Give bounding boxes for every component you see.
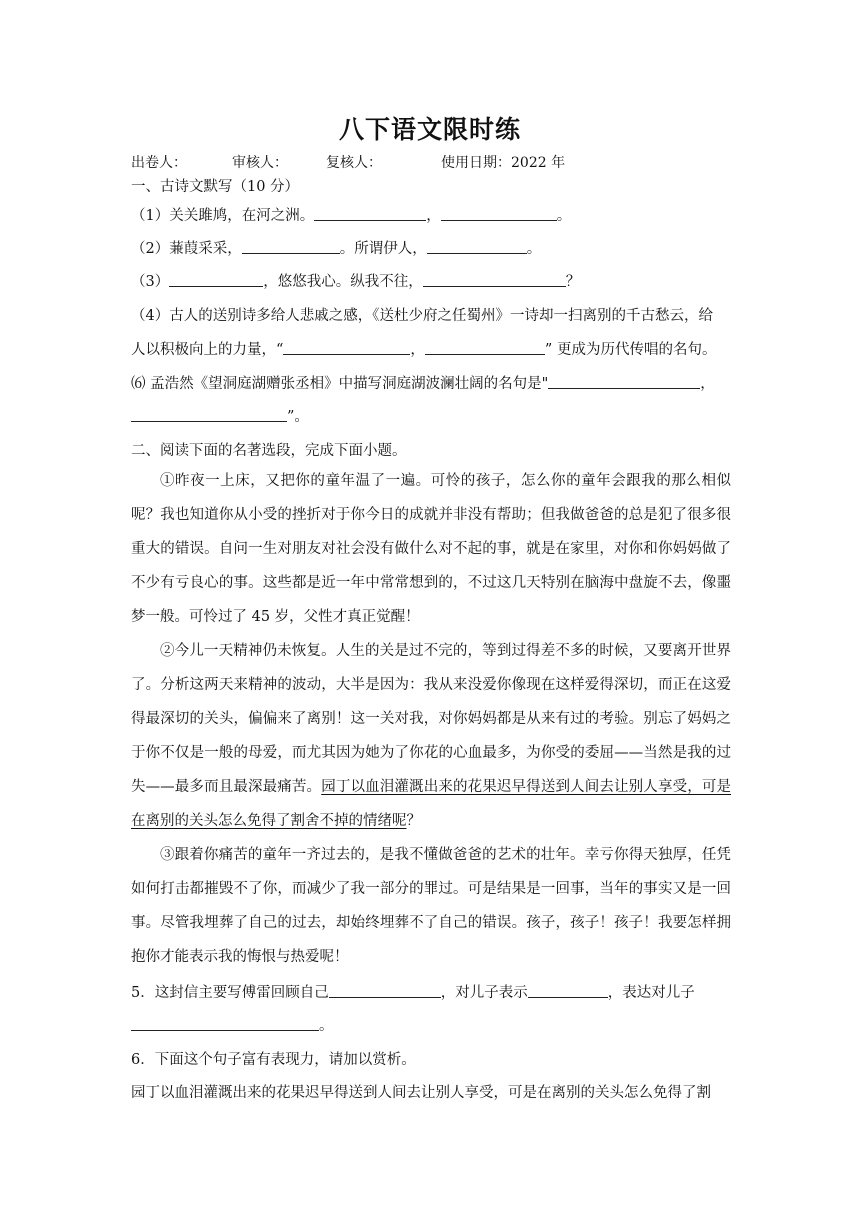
question-text: 人以积极向上的力量，“ <box>131 342 284 358</box>
answer-blank[interactable] <box>314 206 426 221</box>
question-text: ，对儿子表示 <box>440 985 528 1001</box>
question-3 <box>131 270 580 291</box>
answer-blank[interactable] <box>131 407 287 422</box>
section1-heading: 一、古诗文默写（10 分） <box>131 179 300 195</box>
meta-author: 出卷人： <box>131 155 187 171</box>
answer-blank[interactable] <box>131 1016 319 1031</box>
question-6-prompt: 6．下面这个句子富有表现力，请加以赏析。 <box>131 1052 416 1068</box>
question-text: 。所谓伊人， <box>339 241 427 257</box>
page-title: 八下语文限时练 <box>338 115 521 144</box>
passage-paragraph-3: ③跟着你痛苦的童年一齐过去的，是我不懂做爸爸的艺术的壮年。幸亏你得天独厚，任凭如何打击都摧毁不了你，而减少了我一部分的罪过。可是结果是一回事，当年的事实又是一回事。尽管我埋葬了自己的过去，却始终埋葬不了自己的错误。孩子，孩子！孩子！我要怎样拥抱你才能表示我的悔恨与热爱呢！ <box>131 847 731 965</box>
question-text: （3） <box>131 274 170 290</box>
punctuation: 。 <box>319 1018 334 1034</box>
punctuation: ， <box>410 342 425 358</box>
question-6-line2 <box>131 405 309 426</box>
punctuation: ？ <box>406 813 421 829</box>
question-2 <box>131 237 541 258</box>
answer-blank[interactable] <box>169 272 263 287</box>
question-text: ，悠悠我心。纵我不往， <box>263 274 423 290</box>
paragraph-text: ②今儿一天精神仍未恢复。人生的关是过不完的，等到过得差不多的时候，又要离开世界了。分析这两天来精神的波动，大半是因为：我从来没爱你像现在这样爱得深切，而正在这爱得最深切的关头，偏偏来了离别！这一关对我，对你妈妈都是从来有过的考验。别忘了妈妈之于你不仅是一般的母爱，而尤其因为她为了你花的心血最多，为你受的委屈——当然是我的过失——最多而且最深最痛苦。 <box>131 643 731 795</box>
answer-blank[interactable] <box>528 983 608 998</box>
punctuation: ， <box>426 208 441 224</box>
question-5-line1 <box>131 981 695 1002</box>
answer-blank[interactable] <box>425 340 545 355</box>
passage-paragraph-1: ①昨夜一上床，又把你的童年温了一遍。可怜的孩子，怎么你的童年会跟我的那么相似呢？我也知道你从小受的挫折对于你今日的成就并非没有帮助；但我做爸爸的总是犯了很多很重大的错误。自问一生对朋友对社会没有做什么对不起的事，就是在家里，对你和你妈妈做了不少有亏良心的事。这些都是近一年中常常想到的，不过这几天特别在脑海中盘旋不去，像噩梦一般。可怜过了 45 岁，父性才真正觉醒！ <box>131 473 731 625</box>
question-text: 5．这封信主要写傅雷回顾自己 <box>131 985 329 1001</box>
answer-blank[interactable] <box>423 272 566 287</box>
question-1 <box>131 204 571 225</box>
answer-blank[interactable] <box>548 374 700 389</box>
punctuation: 。 <box>556 208 572 224</box>
answer-blank[interactable] <box>441 206 557 221</box>
underlined-sentence: 园丁以血泪灌溉出来的花果迟早得送到人间去让别人享受，可是在离别的关头怎么免得了割舍不掉的情绪呢 <box>131 779 732 829</box>
question-4-line1: （4）古人的送别诗多给人悲戚之感，《送杜少府之任蜀州》一诗却一扫离别的千古愁云，给 <box>131 308 713 324</box>
punctuation: ， <box>700 376 715 392</box>
meta-reviewer: 审核人： <box>232 155 288 171</box>
section2-heading: 二、阅读下面的名著选段，完成下面小题。 <box>131 443 407 459</box>
question-text: （1）关关雎鸠，在河之洲。 <box>131 208 315 224</box>
punctuation: 。 <box>526 241 542 257</box>
punctuation: ？ <box>565 274 581 290</box>
question-4-line2 <box>131 338 716 359</box>
answer-blank[interactable] <box>329 983 441 998</box>
question-6-line1 <box>131 372 715 393</box>
meta-rechecker: 复核人： <box>326 155 382 171</box>
answer-blank[interactable] <box>427 239 527 254</box>
meta-date: 使用日期：2022 年 <box>441 155 566 171</box>
question-text: （2）蒹葭采采， <box>131 241 242 257</box>
punctuation: ”。 <box>287 409 309 425</box>
question-text: ⑹ 孟浩然《望洞庭湖赠张丞相》中描写洞庭湖波澜壮阔的名句是" <box>131 376 549 392</box>
question-5-line2 <box>131 1014 334 1035</box>
question-6-quote: 园丁以血泪灌溉出来的花果迟早得送到人间去让别人享受，可是在离别的关头怎么免得了割 <box>131 1085 711 1101</box>
passage-paragraph-2 <box>131 634 731 838</box>
question-text: ” 更成为历代传唱的名句。 <box>544 342 717 358</box>
answer-blank[interactable] <box>242 239 340 254</box>
question-text: ，表达对儿子 <box>607 985 695 1001</box>
answer-blank[interactable] <box>283 340 410 355</box>
